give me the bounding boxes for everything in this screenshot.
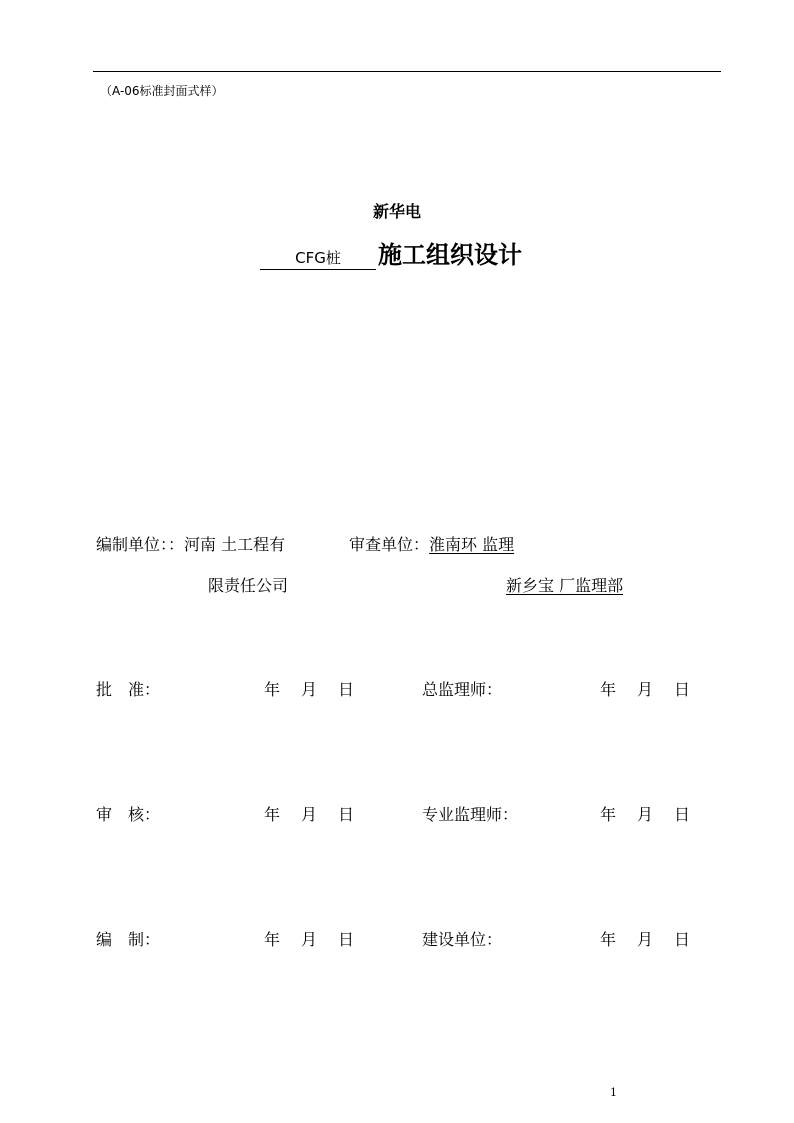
title-fill-blank: CFG桩 bbox=[260, 248, 376, 270]
date-month: 月 bbox=[301, 680, 318, 699]
header-rule bbox=[93, 71, 721, 72]
date-day: 日 bbox=[674, 680, 691, 699]
owner-unit-date bbox=[600, 930, 711, 950]
date-day: 日 bbox=[338, 930, 355, 949]
date-day: 日 bbox=[674, 930, 691, 949]
date-month: 月 bbox=[301, 930, 318, 949]
date-year: 年 bbox=[600, 680, 617, 699]
review-label: 审 核： bbox=[96, 805, 161, 824]
date-day: 日 bbox=[338, 805, 355, 824]
date-year: 年 bbox=[264, 680, 281, 699]
project-name: 新华电 bbox=[372, 202, 421, 221]
specialist-supervisor-date bbox=[600, 805, 711, 825]
review-unit-value-line2: 新乡宝 厂监理部 bbox=[506, 576, 624, 595]
specialist-supervisor-label: 专业监理师： bbox=[422, 805, 519, 824]
date-month: 月 bbox=[637, 805, 654, 824]
review-date bbox=[264, 805, 375, 825]
review-unit-label: 审查单位： bbox=[349, 535, 430, 554]
date-month: 月 bbox=[301, 805, 318, 824]
header-note: （A-06标准封面式样） bbox=[100, 84, 224, 98]
document-title bbox=[260, 240, 522, 272]
title-main: 施工组织设计 bbox=[378, 241, 522, 269]
compile-unit-value-line1: ：河南 土工程有 bbox=[168, 535, 286, 554]
approve-date bbox=[264, 680, 375, 700]
date-year: 年 bbox=[600, 805, 617, 824]
compile-unit bbox=[96, 535, 285, 555]
date-month: 月 bbox=[637, 930, 654, 949]
date-month: 月 bbox=[637, 680, 654, 699]
date-year: 年 bbox=[264, 930, 281, 949]
chief-supervisor-label: 总监理师： bbox=[422, 680, 503, 699]
date-day: 日 bbox=[674, 805, 691, 824]
review-unit bbox=[349, 535, 514, 555]
chief-supervisor-date bbox=[600, 680, 711, 700]
page-number: 1 bbox=[610, 1086, 617, 1099]
date-day: 日 bbox=[338, 680, 355, 699]
compile-unit-value-line2: 限责任公司 bbox=[208, 576, 289, 595]
owner-unit-label: 建设单位： bbox=[422, 930, 503, 949]
date-year: 年 bbox=[600, 930, 617, 949]
approve-label: 批 准： bbox=[96, 680, 161, 699]
compile-unit-label: 编制单位： bbox=[96, 535, 169, 554]
prepare-date bbox=[264, 930, 375, 950]
review-unit-value-line1: 淮南环 监理 bbox=[429, 535, 515, 554]
date-year: 年 bbox=[264, 805, 281, 824]
prepare-label: 编 制： bbox=[96, 930, 161, 949]
